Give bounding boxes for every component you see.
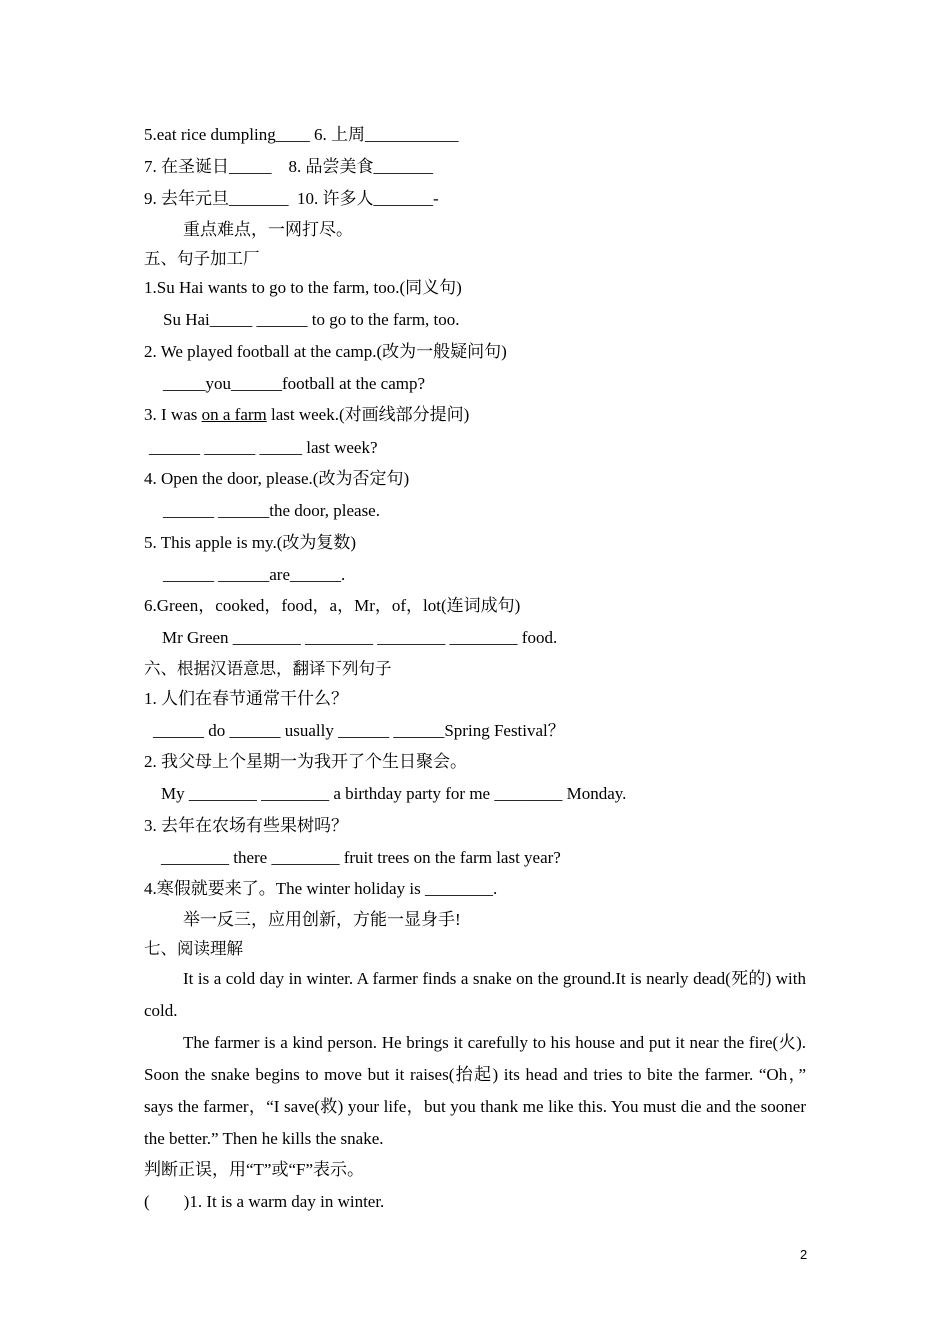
s5-q3-underlined: on a farm — [201, 405, 267, 424]
reading-paragraph-1: It is a cold day in winter. A farmer finds a snake on the ground.It is nearly dead(死的) with cold. — [144, 969, 806, 1020]
motto-1: 重点难点，一网打尽。 — [183, 220, 353, 239]
s5-q3-before: 3. I was — [144, 405, 202, 424]
vocab-line-3: 9. 去年元旦_______ 10. 许多人_______- — [144, 189, 439, 208]
s6-answer-1: ______ do ______ usually ______ ______Spring Festival？ — [153, 721, 565, 740]
s5-answer-2: _____you______football at the camp? — [163, 374, 426, 393]
section-5-title: 五、句子加工厂 — [144, 249, 260, 268]
s5-question-2: 2. We played football at the camp.(改为一般疑问句) — [144, 342, 507, 361]
s5-question-1: 1.Su Hai wants to go to the farm, too.(同义句) — [144, 278, 462, 297]
s5-answer-5: ______ ______are______. — [163, 565, 346, 584]
s5-answer-4: ______ ______the door, please. — [163, 501, 380, 520]
s5-question-6: 6.Green，cooked，food，a，Mr，of，lot(连词成句) — [144, 596, 521, 615]
s6-question-3: 3. 去年在农场有些果树吗？ — [144, 816, 348, 835]
s5-question-3 — [144, 404, 469, 426]
section-7-title: 七、阅读理解 — [144, 939, 243, 958]
s5-answer-1: Su Hai_____ ______ to go to the farm, too. — [163, 310, 460, 329]
s6-question-2: 2. 我父母上个星期一为我开了个生日聚会。 — [144, 752, 467, 771]
s5-question-5: 5. This apple is my.(改为复数) — [144, 533, 357, 552]
vocab-line-2: 7. 在圣诞日_____ 8. 品尝美食_______ — [144, 157, 433, 176]
vocab-line-1: 5.eat rice dumpling____ 6. 上周___________ — [144, 125, 459, 144]
s5-question-4: 4. Open the door, please.(改为否定句) — [144, 469, 410, 488]
s5-answer-3: ______ ______ _____ last week? — [149, 438, 378, 457]
motto-2: 举一反三，应用创新，方能一显身手! — [183, 910, 461, 929]
s6-question-1: 1. 人们在春节通常干什么？ — [144, 689, 348, 708]
tf-instruction: 判断正误，用“T”或“F”表示。 — [144, 1160, 365, 1179]
s5-answer-6: Mr Green ________ ________ ________ ________ food. — [162, 628, 558, 647]
section-6-title: 六、根据汉语意思，翻译下列句子 — [144, 659, 392, 678]
page-number: 2 — [800, 1247, 808, 1262]
reading-paragraph-2: The farmer is a kind person. He brings it carefully to his house and put it near the fire(火). Soon the snake begins to move but it raises(抬起) its head and tries to bite the farmer. “Oh，” says the farmer，“I save(救) your life，but you thank me like this. You must die and the sooner the better.” Then he kills the snake. — [144, 1033, 806, 1148]
s6-answer-2: My ________ ________ a birthday party for me ________ Monday. — [161, 784, 627, 803]
s5-q3-after: last week.(对画线部分提问) — [266, 405, 470, 424]
s6-answer-3: ________ there ________ fruit trees on the farm last year? — [161, 848, 561, 867]
s6-question-4: 4.寒假就要来了。The winter holiday is ________. — [144, 879, 498, 898]
tf-question-1: ( )1. It is a warm day in winter. — [144, 1192, 385, 1211]
